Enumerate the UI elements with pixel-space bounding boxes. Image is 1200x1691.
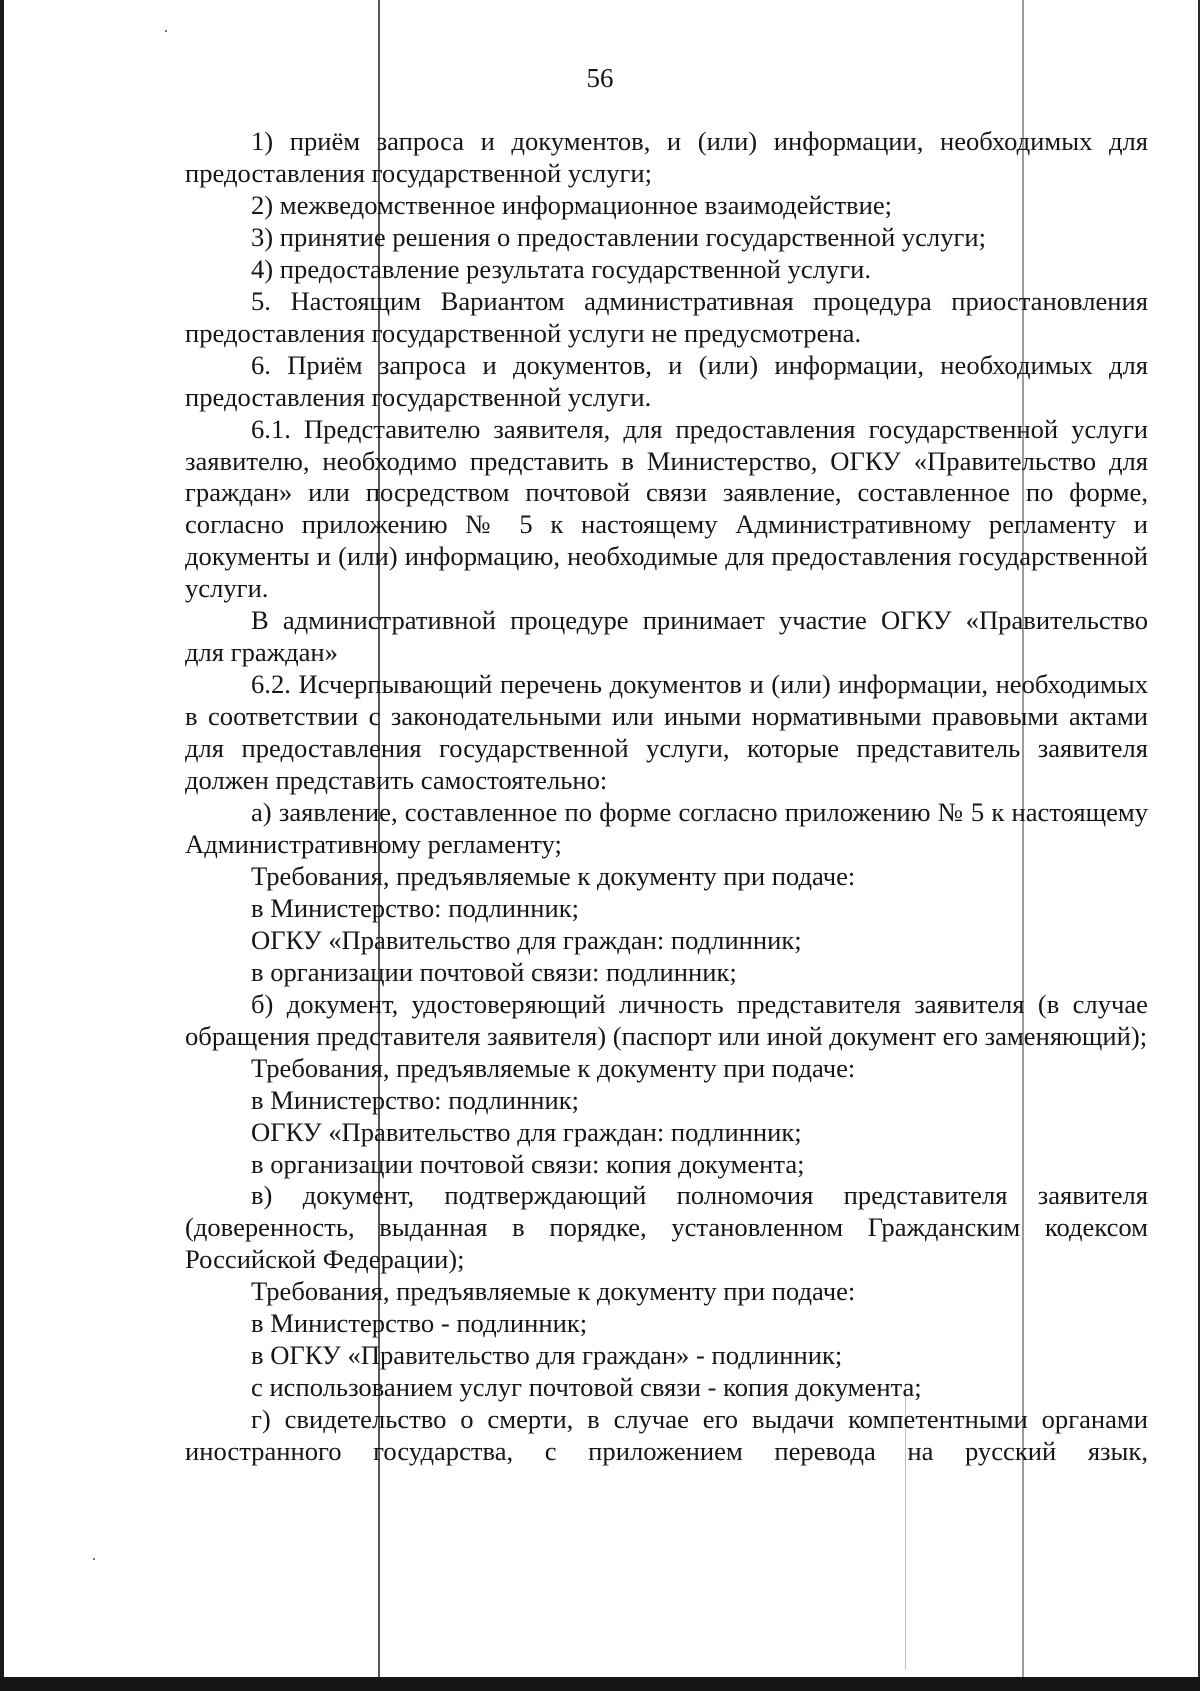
paragraph: в организации почтовой связи: подлинник; [251, 956, 737, 987]
paragraph: в ОГКУ «Правительство для граждан» - подлинник; [251, 1340, 843, 1371]
paragraph: 2) межведомственное информационное взаимодействие; [251, 189, 893, 220]
paragraph: Требования, предъявляемые к документу при подаче: [251, 1276, 856, 1307]
scan-speck [165, 30, 167, 32]
paragraph: 6.2. Исчерпывающий перечень документов и (или) информации, необходимых в соответствии с законодательными или иными нормативными правовыми актами для предоставления государственной услуги, которые представитель заявителя должен представить самостоятельно: [185, 669, 1148, 796]
paragraph: в) документ, подтверждающий полномочия представителя заявителя (доверенность, выданная в порядке, установленном Гражданским кодексом Российской Федерации); [185, 1180, 1148, 1275]
paragraph: 6.1. Представителю заявителя, для предоставления государственной услуги заявителю, необходимо представить в Министерство, ОГКУ «Правительство для граждан» или посредством почтовой связи заявление, составленное по форме, согласно приложению № 5 к настоящему Административному регламенту и документы и (или) информацию, необходимые для предоставления государственной услуги. [185, 413, 1148, 604]
paragraph: с использованием услуг почтовой связи - копия документа; [251, 1372, 922, 1403]
paragraph: г) свидетельство о смерти, в случае его выдачи компетентными органами иностранного государства, с приложением перевода на русский язык, [185, 1404, 1148, 1467]
paragraph: 3) принятие решения о предоставлении государственной услуги; [251, 221, 987, 252]
paragraph: Требования, предъявляемые к документу при подаче: [251, 860, 856, 891]
scan-speck [93, 1558, 95, 1560]
paragraph: в Министерство: подлинник; [251, 1084, 580, 1115]
paragraph: ОГКУ «Правительство для граждан: подлинник; [251, 924, 802, 955]
paragraph: ОГКУ «Правительство для граждан: подлинник; [251, 1116, 802, 1147]
paragraph: 5. Настоящим Вариантом административная процедура приостановления предоставления государственной услуги не предусмотрена. [185, 285, 1148, 348]
paragraph: 4) предоставление результата государственной услуги. [251, 253, 872, 284]
scan-left-edge [0, 0, 4, 1691]
paragraph: в организации почтовой связи: копия документа; [251, 1148, 805, 1179]
document-body [185, 126, 1148, 1468]
paragraph: 6. Приём запроса и документов, и (или) информации, необходимых для предоставления государственной услуги. [185, 349, 1148, 412]
paragraph: в Министерство - подлинник; [251, 1308, 588, 1339]
paragraph: В административной процедуре принимает участие ОГКУ «Правительство для граждан» [185, 605, 1148, 668]
page-number: 56 [586, 63, 614, 93]
paragraph: в Министерство: подлинник; [251, 892, 580, 923]
scan-bottom-bar [0, 1677, 1200, 1691]
paragraph: Требования, предъявляемые к документу при подаче: [251, 1052, 856, 1083]
paragraph: 1) приём запроса и документов, и (или) информации, необходимых для предоставления государственной услуги; [185, 126, 1148, 188]
paragraph: а) заявление, составленное по форме согласно приложению № 5 к настоящему Административному регламенту; [185, 797, 1148, 859]
paragraph: б) документ, удостоверяющий личность представителя заявителя (в случае обращения представителя заявителя) (паспорт или иной документ его заменяющий); [185, 988, 1148, 1051]
